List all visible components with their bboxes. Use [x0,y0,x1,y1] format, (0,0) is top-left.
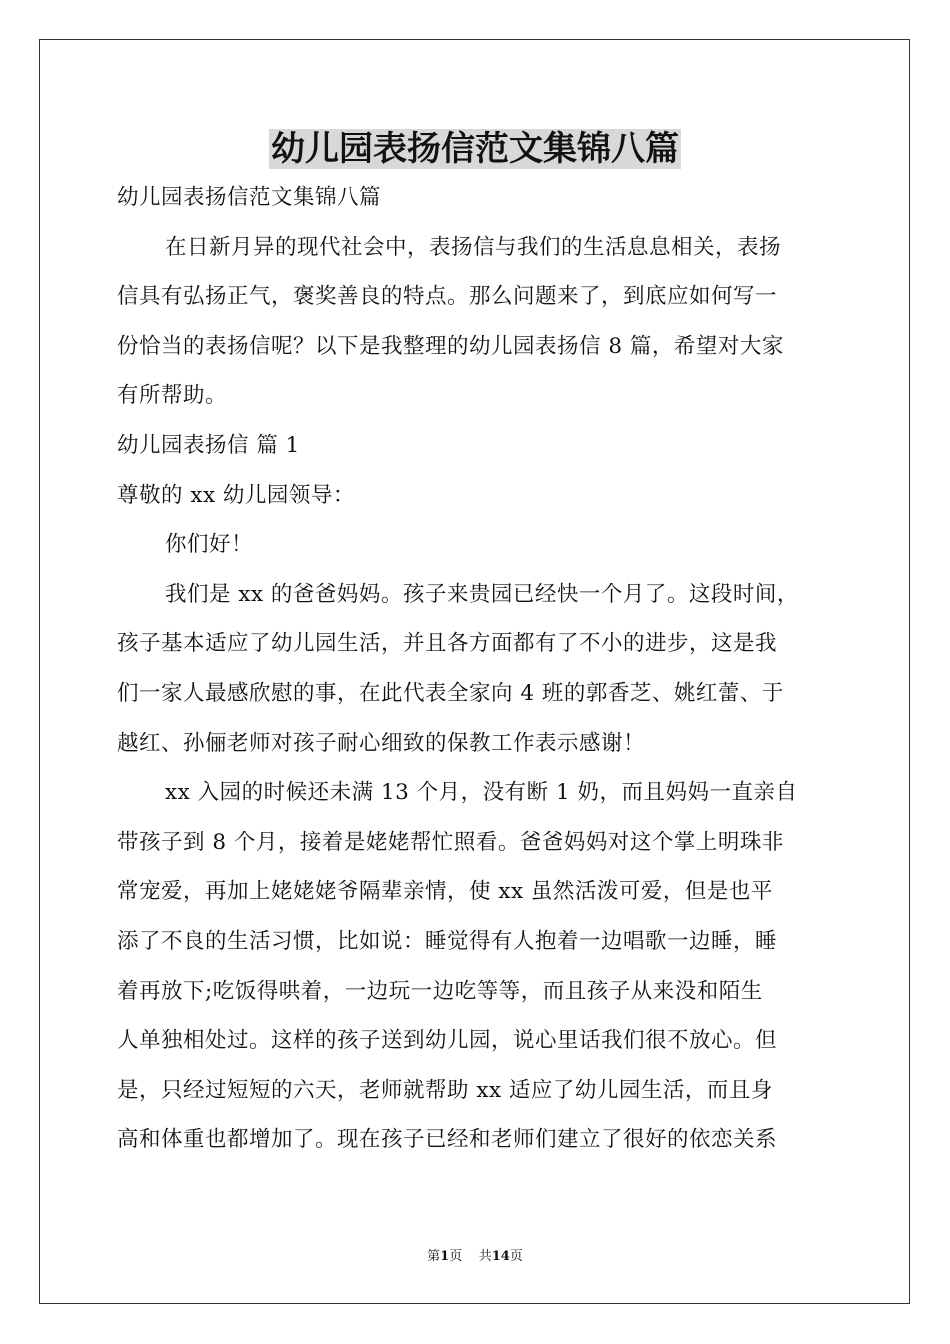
text-line: 幼儿园表扬信范文集锦八篇 [117,185,382,210]
footer-total-suffix: 页 [509,1249,523,1264]
text-line: 着再放下;吃饭得哄着，一边玩一边吃等等，而且孩子从来没和陌生 [117,978,763,1004]
text-line: 常宠爱，再加上姥姥姥爷隔辈亲情，使 xx 虽然活泼可爱，但是也平 [117,879,773,905]
text-line: 孩子基本适应了幼儿园生活，并且各方面都有了不小的进步，这是我 [117,631,778,657]
text-line: 高和体重也都增加了。现在孩子已经和老师们建立了很好的依恋关系 [117,1127,778,1153]
footer-total-pages: 14 [491,1249,510,1264]
footer-page-number: 1 [440,1249,450,1264]
text-line: 幼儿园表扬信 篇 1 [117,432,300,458]
footer-total-prefix: 共 [478,1249,492,1264]
text-line: 我们是 xx 的爸爸妈妈。孩子来贵园已经快一个月了。这段时间， [165,581,799,607]
text-line: xx 入园的时候还未满 13 个月，没有断 1 奶，而且妈妈一直亲自 [165,780,798,806]
text-line: 们一家人最感欣慰的事，在此代表全家向 4 班的郭香芝、姚红蕾、于 [117,680,784,706]
footer-page-suffix: 页 [449,1249,463,1264]
document-body [117,173,837,1165]
text-line: 是，只经过短短的六天，老师就帮助 xx 适应了幼儿园生活，而且身 [117,1077,773,1103]
document-title [0,126,950,172]
text-line: 在日新月异的现代社会中，表扬信与我们的生活息息相关，表扬 [165,234,782,260]
text-line: 你们好！ [165,532,254,558]
text-line: 尊敬的 xx 幼儿园领导： [117,482,355,508]
text-line: 添了不良的生活习惯，比如说：睡觉得有人抱着一边唱歌一边睡，睡 [117,928,778,954]
page-footer [0,1248,950,1266]
text-line: 信具有弘扬正气，褒奖善良的特点。那么问题来了，到底应如何写一 [117,284,778,310]
text-line: 越红、孙俪老师对孩子耐心细致的保教工作表示感谢！ [117,730,646,756]
footer-page-prefix: 第 [427,1249,441,1264]
text-line: 份恰当的表扬信呢？以下是我整理的幼儿园表扬信 8 篇，希望对大家 [117,333,784,359]
document-title-text: 幼儿园表扬信范文集锦八篇 [271,129,679,169]
text-line: 带孩子到 8 个月，接着是姥姥帮忙照看。爸爸妈妈对这个掌上明珠非 [117,829,784,855]
text-line: 有所帮助。 [117,383,228,409]
text-line: 人单独相处过。这样的孩子送到幼儿园，说心里话我们很不放心。但 [117,1028,778,1054]
